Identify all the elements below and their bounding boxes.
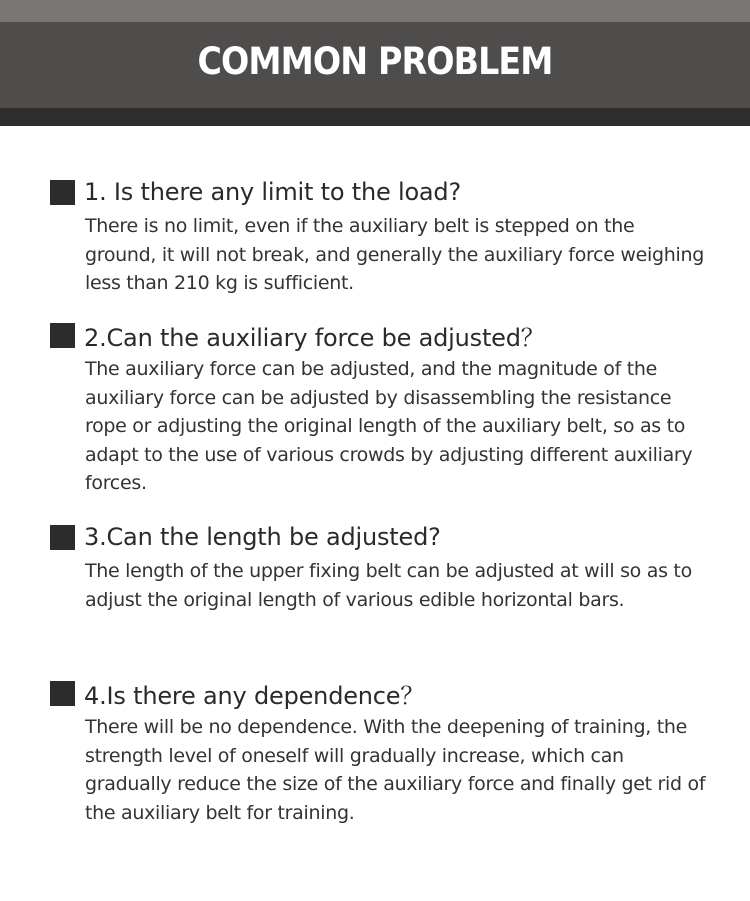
faq-answer: The length of the upper fixing belt can be adjusted at will so as to adjust the original length of various edible horizontal bars. <box>85 560 692 611</box>
banner-bottom-strip <box>0 108 750 126</box>
faq-answer: There will be no dependence. With the deepening of training, the strength level of oneself will gradually increase, which can gradually reduce the size of the auxiliary force and finally get rid of the auxiliary belt for training. <box>85 716 706 824</box>
faq-item-dependence <box>50 674 710 827</box>
square-bullet-icon <box>50 681 75 706</box>
faq-question: 4.Is there any dependence？ <box>84 681 425 710</box>
square-bullet-icon <box>50 525 75 550</box>
faq-question-row <box>50 316 710 354</box>
faq-question-row <box>50 173 710 211</box>
faq-question: 1. Is there any limit to the load? <box>84 178 462 206</box>
faq-question-row <box>50 518 710 556</box>
faq-item-force-adjust <box>50 316 710 498</box>
faq-item-load-limit <box>50 173 710 298</box>
faq-question: 3.Can the length be adjusted? <box>84 523 441 551</box>
faq-question-row <box>50 674 710 712</box>
square-bullet-icon <box>50 180 75 205</box>
page-title: COMMON PROBLEM <box>197 40 553 83</box>
header-banner <box>0 0 750 126</box>
banner-top-strip <box>0 0 750 22</box>
faq-answer: The auxiliary force can be adjusted, and the magnitude of the auxiliary force can be adjusted by disassembling the resistance rope or adjusting the original length of the auxiliary belt, so as to adapt to the use of various crowds by adjusting different auxiliary forces. <box>85 358 693 494</box>
square-bullet-icon <box>50 323 75 348</box>
faq-question: 2.Can the auxiliary force be adjusted？ <box>84 323 545 352</box>
faq-item-length-adjust <box>50 518 710 614</box>
faq-answer: There is no limit, even if the auxiliary belt is stepped on the ground, it will not break, and generally the auxiliary force weighing less than 210 kg is sufficient. <box>85 215 704 294</box>
